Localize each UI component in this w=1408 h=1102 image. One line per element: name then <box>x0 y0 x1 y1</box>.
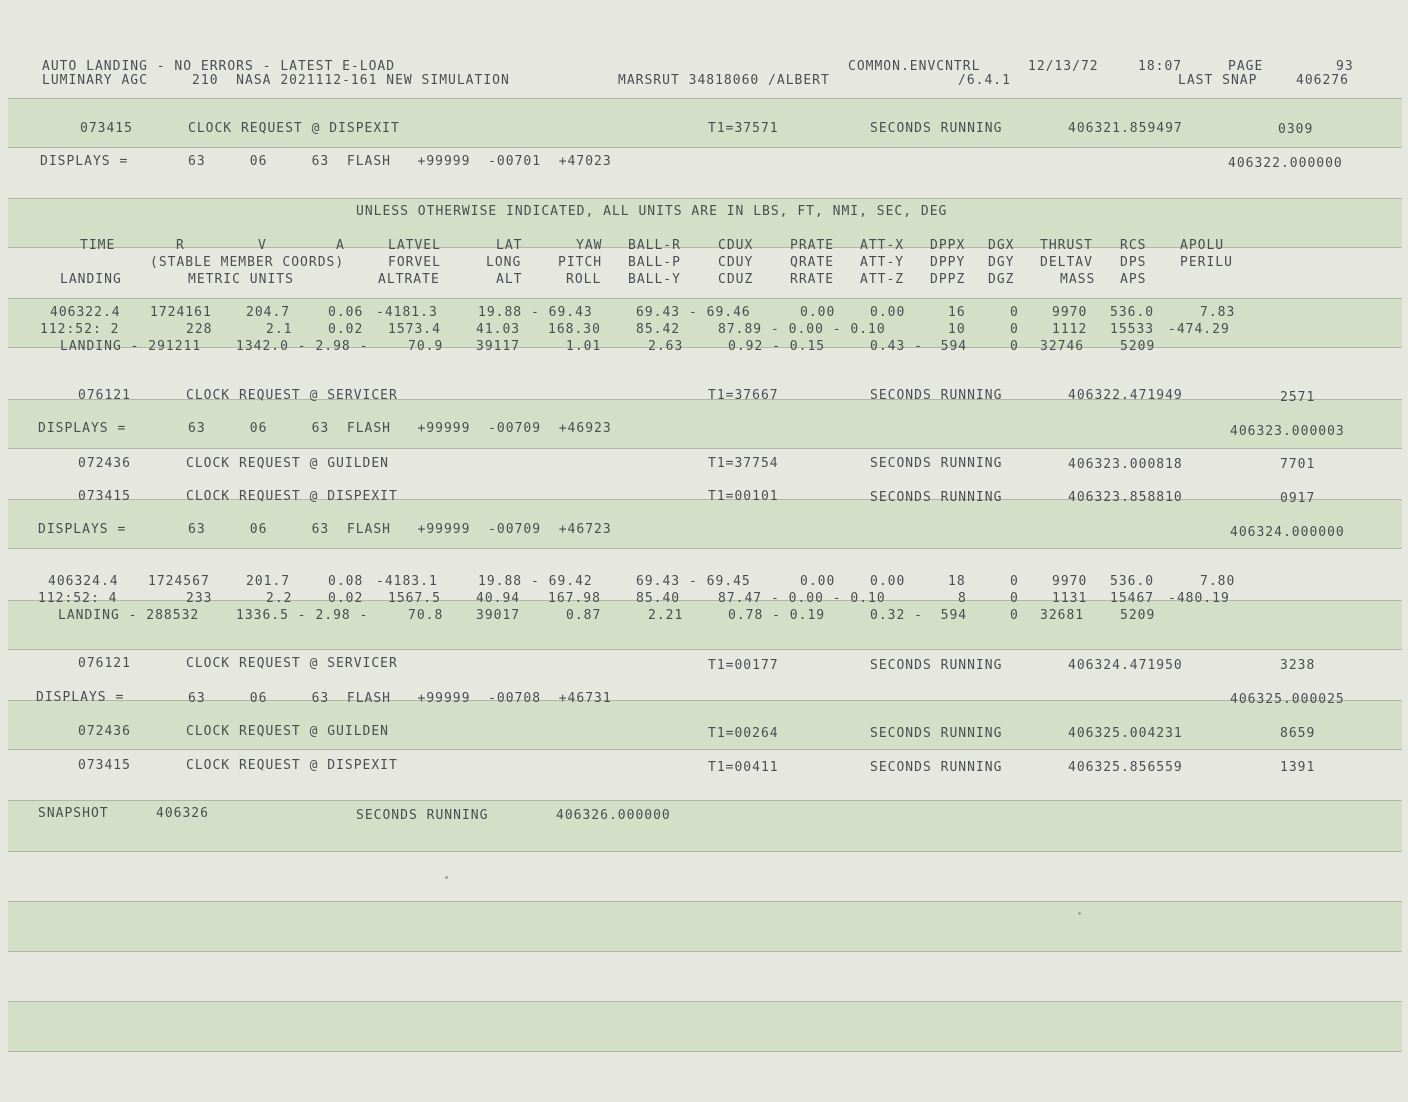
event-label: SECONDS RUNNING <box>870 658 1003 673</box>
data-cell: 85.40 <box>636 591 681 606</box>
data-cell: 87.89 - 0.00 - 0.10 <box>718 322 886 337</box>
data-cell: 0.43 - 594 <box>870 339 968 354</box>
col-header: QRATE <box>790 255 835 270</box>
displays-values: 63 06 63 FLASH +99999 -00709 +46923 <box>188 421 612 436</box>
col-header: MASS <box>1060 272 1096 287</box>
data-cell: 406322.4 <box>50 305 121 320</box>
data-cell: 536.0 <box>1110 305 1155 320</box>
data-cell: 1724567 <box>148 574 210 589</box>
data-cell: 9970 <box>1052 574 1088 589</box>
data-cell: 1573.4 <box>388 322 441 337</box>
band-rule <box>8 1001 1402 1002</box>
data-cell: 2.2 <box>266 591 293 606</box>
col-header: DGX <box>988 238 1015 253</box>
data-cell: 0 <box>1010 322 1019 337</box>
event-seconds: 406321.859497 <box>1068 121 1183 136</box>
event-code: 073415 <box>78 489 131 504</box>
event-seconds: 406325.856559 <box>1068 760 1183 775</box>
event-label: SECONDS RUNNING <box>870 456 1003 471</box>
data-cell: 1567.5 <box>388 591 441 606</box>
data-cell: 1.01 <box>566 339 602 354</box>
data-cell: 5209 <box>1120 339 1156 354</box>
event-t1: T1=00264 <box>708 726 779 741</box>
displays-time: 406323.000003 <box>1230 424 1345 439</box>
data-cell: 5209 <box>1120 608 1156 623</box>
col-header: FORVEL <box>388 255 441 270</box>
data-cell: 39117 <box>476 339 521 354</box>
band-rule <box>8 1051 1402 1052</box>
data-cell: 9970 <box>1052 305 1088 320</box>
event-number: 7701 <box>1280 457 1316 472</box>
last-snap-value: 406276 <box>1296 73 1349 88</box>
col-header: DGZ <box>988 272 1015 287</box>
data-cell: 69.43 - 69.46 <box>636 305 751 320</box>
event-number: 3238 <box>1280 658 1316 673</box>
band-rule <box>8 347 1402 348</box>
band-rule <box>8 901 1402 902</box>
data-cell: 19.88 - 69.43 <box>478 305 593 320</box>
col-header: LATVEL <box>388 238 441 253</box>
col-header: ALT <box>496 272 523 287</box>
col-header: THRUST <box>1040 238 1093 253</box>
data-cell: 16 <box>948 305 966 320</box>
col-header: DPPX <box>930 238 966 253</box>
data-cell: 0.06 <box>328 305 364 320</box>
displays-time: 406325.000025 <box>1230 692 1345 707</box>
data-cell: 536.0 <box>1110 574 1155 589</box>
event-desc: CLOCK REQUEST @ DISPEXIT <box>188 121 400 136</box>
data-cell: 69.43 - 69.45 <box>636 574 751 589</box>
data-cell: 10 <box>948 322 966 337</box>
event-seconds: 406325.004231 <box>1068 726 1183 741</box>
report-date: 12/13/72 <box>1028 59 1099 74</box>
event-t1: T1=00411 <box>708 760 779 775</box>
data-cell: 0 <box>1010 574 1019 589</box>
paper-speck <box>445 876 448 879</box>
col-header: ATT-Z <box>860 272 905 287</box>
event-t1: T1=37667 <box>708 388 779 403</box>
data-cell: 0.00 <box>800 305 836 320</box>
event-seconds: 406322.471949 <box>1068 388 1183 403</box>
data-cell: 8 <box>958 591 967 606</box>
band-rule <box>8 548 1402 549</box>
page-number: 93 <box>1336 59 1354 74</box>
report-time: 18:07 <box>1138 59 1183 74</box>
col-header: BALL-R <box>628 238 681 253</box>
col-header: BALL-Y <box>628 272 681 287</box>
data-cell: 0.00 <box>870 574 906 589</box>
data-cell: 112:52: 2 <box>40 322 120 337</box>
data-cell: 0.02 <box>328 591 364 606</box>
col-header: TIME <box>80 238 116 253</box>
data-cell: 7.83 <box>1200 305 1236 320</box>
event-desc: CLOCK REQUEST @ DISPEXIT <box>186 758 398 773</box>
col-header: LONG <box>486 255 522 270</box>
snapshot-label: SNAPSHOT <box>38 806 109 821</box>
data-cell: 2.63 <box>648 339 684 354</box>
paper-band <box>8 601 1402 649</box>
event-code: 072436 <box>78 456 131 471</box>
data-cell: -4181.3 <box>376 305 438 320</box>
paper-band <box>8 801 1402 851</box>
col-header: LAT <box>496 238 523 253</box>
event-label: SECONDS RUNNING <box>870 726 1003 741</box>
paper-speck <box>1078 912 1081 915</box>
col-header: R <box>176 238 185 253</box>
col-header: CDUY <box>718 255 754 270</box>
col-header: DPPY <box>930 255 966 270</box>
col-header: PERILU <box>1180 255 1233 270</box>
event-code: 073415 <box>80 121 133 136</box>
data-cell: LANDING - 288532 <box>58 608 200 623</box>
data-cell: 1342.0 - 2.98 - <box>236 339 369 354</box>
band-rule <box>8 147 1402 148</box>
data-cell: 40.94 <box>476 591 521 606</box>
event-desc: CLOCK REQUEST @ SERVICER <box>186 388 398 403</box>
event-number: 0309 <box>1278 122 1314 137</box>
units-note: UNLESS OTHERWISE INDICATED, ALL UNITS ARE IN LBS, FT, NMI, SEC, DEG <box>356 204 948 219</box>
data-cell: 7.80 <box>1200 574 1236 589</box>
col-header: (STABLE MEMBER COORDS) <box>150 255 345 270</box>
col-header: CDUX <box>718 238 754 253</box>
event-code: 072436 <box>78 724 131 739</box>
snapshot-number: 406326 <box>156 806 209 821</box>
data-cell: 406324.4 <box>48 574 119 589</box>
col-header: CDUZ <box>718 272 754 287</box>
report-title: AUTO LANDING - NO ERRORS - LATEST E-LOAD <box>42 59 396 74</box>
data-cell: 112:52: 4 <box>38 591 118 606</box>
col-header: APS <box>1120 272 1147 287</box>
displays-label: DISPLAYS = <box>36 690 125 705</box>
data-cell: 39017 <box>476 608 521 623</box>
data-cell: 0 <box>1010 608 1019 623</box>
data-cell: 0.00 <box>870 305 906 320</box>
col-header: RCS <box>1120 238 1147 253</box>
data-cell: 1336.5 - 2.98 - <box>236 608 369 623</box>
paper-band <box>8 1002 1402 1051</box>
data-cell: 32746 <box>1040 339 1085 354</box>
col-header: PRATE <box>790 238 835 253</box>
displays-time: 406322.000000 <box>1228 156 1343 171</box>
data-cell: 0 <box>1010 305 1019 320</box>
displays-label: DISPLAYS = <box>38 522 127 537</box>
data-cell: 70.8 <box>408 608 444 623</box>
displays-time: 406324.000000 <box>1230 525 1345 540</box>
data-cell: 0 <box>1010 339 1019 354</box>
event-number: 1391 <box>1280 760 1316 775</box>
data-cell: 204.7 <box>246 305 291 320</box>
event-t1: T1=00101 <box>708 489 779 504</box>
data-cell: 15467 <box>1110 591 1155 606</box>
col-header: YAW <box>576 238 603 253</box>
event-code: 073415 <box>78 758 131 773</box>
band-rule <box>8 448 1402 449</box>
event-label: SECONDS RUNNING <box>870 121 1003 136</box>
data-cell: 85.42 <box>636 322 681 337</box>
event-desc: CLOCK REQUEST @ SERVICER <box>186 656 398 671</box>
data-cell: 0 <box>1010 591 1019 606</box>
data-cell: 0.32 - 594 <box>870 608 968 623</box>
data-cell: 0.08 <box>328 574 364 589</box>
event-number: 8659 <box>1280 726 1316 741</box>
data-cell: 168.30 <box>548 322 601 337</box>
data-cell: 0.92 - 0.15 <box>728 339 826 354</box>
data-cell: -480.19 <box>1168 591 1230 606</box>
band-rule <box>8 800 1402 801</box>
snapshot-running-label: SECONDS RUNNING <box>356 808 489 823</box>
data-cell: 0.02 <box>328 322 364 337</box>
report-version: /6.4.1 <box>958 73 1011 88</box>
data-cell: 1131 <box>1052 591 1088 606</box>
col-header: V <box>258 238 267 253</box>
band-rule <box>8 98 1402 99</box>
event-label: SECONDS RUNNING <box>870 388 1003 403</box>
col-header: RRATE <box>790 272 835 287</box>
col-header: A <box>336 238 345 253</box>
col-header: BALL-P <box>628 255 681 270</box>
data-cell: -474.29 <box>1168 322 1230 337</box>
band-rule <box>8 749 1402 750</box>
col-header: DPS <box>1120 255 1147 270</box>
data-cell: 0.00 <box>800 574 836 589</box>
paper-band <box>8 902 1402 951</box>
data-cell: 228 <box>186 322 213 337</box>
data-cell: 87.47 - 0.00 - 0.10 <box>718 591 886 606</box>
data-cell: 32681 <box>1040 608 1085 623</box>
data-cell: 41.03 <box>476 322 521 337</box>
data-cell: 2.21 <box>648 608 684 623</box>
report-origin: MARSRUT 34818060 /ALBERT <box>618 73 830 88</box>
data-cell: 18 <box>948 574 966 589</box>
data-cell: 0.78 - 0.19 <box>728 608 826 623</box>
report-subtitle: LUMINARY AGC 210 NASA 2021112-161 NEW SIMULATION <box>42 73 510 88</box>
data-cell: 2.1 <box>266 322 293 337</box>
event-t1: T1=00177 <box>708 658 779 673</box>
data-cell: 167.98 <box>548 591 601 606</box>
data-cell: 1112 <box>1052 322 1088 337</box>
col-header: APOLU <box>1180 238 1225 253</box>
event-label: SECONDS RUNNING <box>870 760 1003 775</box>
event-t1: T1=37571 <box>708 121 779 136</box>
event-seconds: 406324.471950 <box>1068 658 1183 673</box>
event-number: 0917 <box>1280 491 1316 506</box>
snapshot-seconds: 406326.000000 <box>556 808 671 823</box>
col-header: METRIC UNITS <box>188 272 294 287</box>
col-header: DELTAV <box>1040 255 1093 270</box>
band-rule <box>8 649 1402 650</box>
col-header: ATT-X <box>860 238 905 253</box>
col-header: PITCH <box>558 255 603 270</box>
band-rule <box>8 851 1402 852</box>
displays-label: DISPLAYS = <box>40 154 129 169</box>
event-seconds: 406323.858810 <box>1068 490 1183 505</box>
displays-values: 63 06 63 FLASH +99999 -00708 +46731 <box>188 691 612 706</box>
event-code: 076121 <box>78 388 131 403</box>
col-header: DPPZ <box>930 272 966 287</box>
col-header: ATT-Y <box>860 255 905 270</box>
event-t1: T1=37754 <box>708 456 779 471</box>
data-cell: LANDING - 291211 <box>60 339 202 354</box>
event-number: 2571 <box>1280 390 1316 405</box>
event-code: 076121 <box>78 656 131 671</box>
band-rule <box>8 198 1402 199</box>
data-cell: 0.87 <box>566 608 602 623</box>
displays-values: 63 06 63 FLASH +99999 -00701 +47023 <box>188 154 612 169</box>
data-cell: 1724161 <box>150 305 212 320</box>
data-cell: 15533 <box>1110 322 1155 337</box>
band-rule <box>8 298 1402 299</box>
col-header: DGY <box>988 255 1015 270</box>
event-desc: CLOCK REQUEST @ GUILDEN <box>186 456 390 471</box>
report-module: COMMON.ENVCNTRL <box>848 59 981 74</box>
band-rule <box>8 951 1402 952</box>
event-desc: CLOCK REQUEST @ GUILDEN <box>186 724 390 739</box>
displays-values: 63 06 63 FLASH +99999 -00709 +46723 <box>188 522 612 537</box>
data-cell: -4183.1 <box>376 574 438 589</box>
data-cell: 19.88 - 69.42 <box>478 574 593 589</box>
data-cell: 233 <box>186 591 213 606</box>
event-desc: CLOCK REQUEST @ DISPEXIT <box>186 489 398 504</box>
displays-label: DISPLAYS = <box>38 421 127 436</box>
page-label: PAGE <box>1228 59 1264 74</box>
data-cell: 201.7 <box>246 574 291 589</box>
data-cell: 70.9 <box>408 339 444 354</box>
col-header: ROLL <box>566 272 602 287</box>
col-header: LANDING <box>60 272 122 287</box>
event-label: SECONDS RUNNING <box>870 490 1003 505</box>
event-seconds: 406323.000818 <box>1068 457 1183 472</box>
last-snap-label: LAST SNAP <box>1178 73 1258 88</box>
col-header: ALTRATE <box>378 272 440 287</box>
